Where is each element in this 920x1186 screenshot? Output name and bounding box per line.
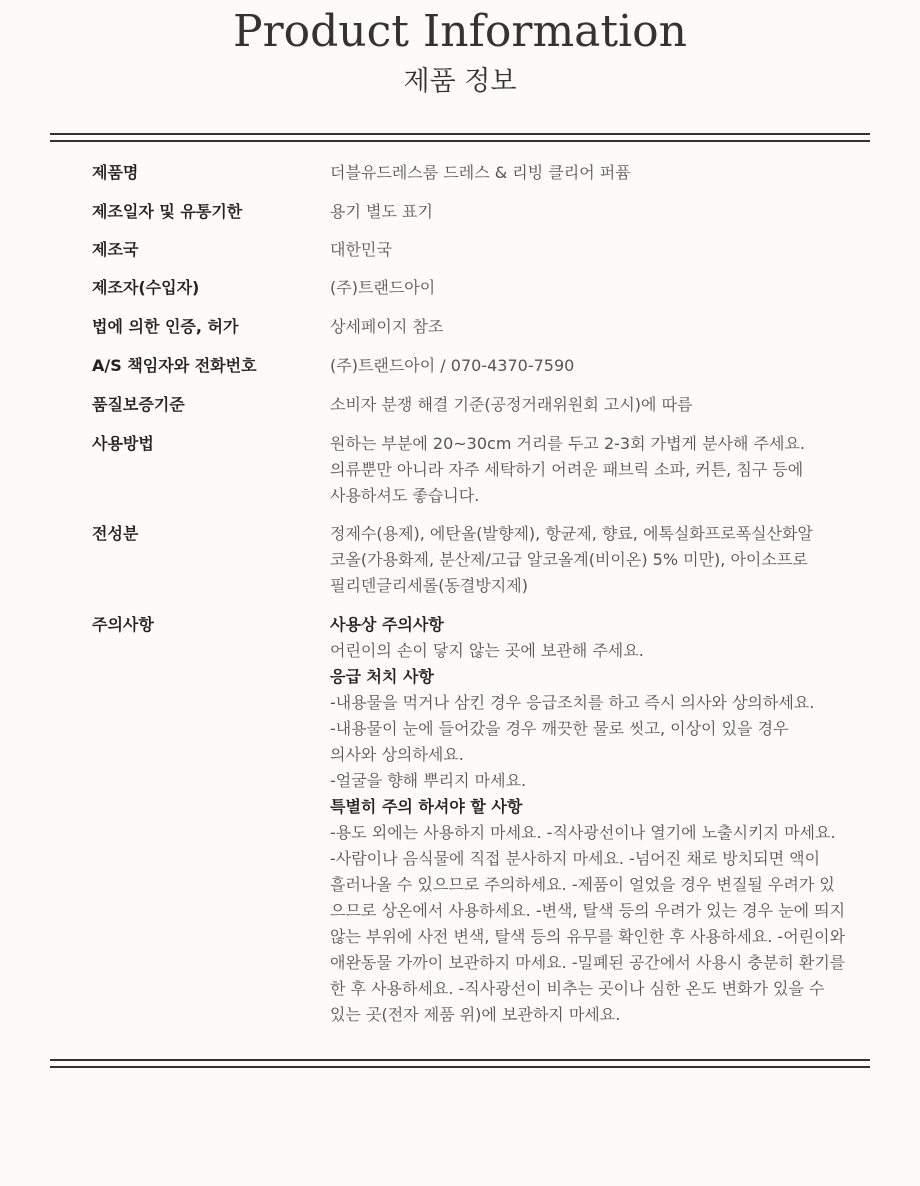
caution-usage-heading: 사용상 주의사항 [330, 615, 444, 634]
row-value: 대한민국 [330, 240, 392, 259]
row-value: 용기 별도 표기 [330, 202, 433, 221]
row-value: (주)트랜드아이 [330, 278, 436, 297]
caution-special-text: -용도 외에는 사용하지 마세요. -직사광선이나 열기에 노출시키지 마세요. -사람이나 음식물에 직접 분사하지 마세요. -넘어진 채로 방치되면 액이 흘러나올 수 있으므로 주의하세요. -제품이 얼었을 경우 변질될 우려가 있 으므로 상온에서 사용하세요. -변색, 탈색 등의 우려가 있는 경우 눈에 띄지 않는 부위에 사전 변색, 탈색 등의 유무를 확인한 후 사용하세요. -어린이와 애완동물 가까이 보관하지 마세요. -밀폐된 공간에서 사용시 충분히 환기를 한 후 사용하세요. -직사광선이 비추는 곳이나 심한 온도 변화가 있을 수 있는 곳(전자 제품 위)에 보관하지 마세요. [330, 823, 846, 1024]
top-divider-inner [50, 140, 870, 142]
row-label: 제품명 [92, 163, 139, 182]
caution-special-heading: 특별히 주의 하셔야 할 사항 [330, 797, 523, 816]
caution-usage-text: 어린이의 손이 닿지 않는 곳에 보관해 주세요. [330, 641, 644, 660]
row-label: 주의사항 [92, 615, 154, 634]
row-label: 법에 의한 인증, 허가 [92, 317, 239, 336]
row-label: 사용방법 [92, 434, 154, 453]
row-value: 상세페이지 참조 [330, 317, 444, 336]
bottom-divider [50, 1059, 870, 1061]
row-label: 전성분 [92, 524, 139, 543]
row-value: 정제수(용제), 에탄올(발향제), 항균제, 향료, 에톡실화프로폭실산화알 코올(가용화제, 분산제/고급 알코올계(비이온) 5% 미만), 아이소프로 필리덴글리세롤(동결방지제) [330, 524, 813, 595]
row-label: 제조국 [92, 240, 139, 259]
caution-first-aid-text: -내용물을 먹거나 삼킨 경우 응급조치를 하고 즉시 의사와 상의하세요. -내용물이 눈에 들어갔을 경우 깨끗한 물로 씻고, 이상이 있을 경우 의사와 상의하세요. -얼굴을 향해 뿌리지 마세요. [330, 693, 815, 790]
row-value: 소비자 분쟁 해결 기준(공정거래위원회 고시)에 따름 [330, 395, 693, 414]
caution-block [330, 612, 870, 1028]
caution-first-aid-heading: 응급 처치 사항 [330, 667, 434, 686]
row-label: A/S 책임자와 전화번호 [92, 356, 257, 375]
page-subtitle: 제품 정보 [403, 66, 517, 97]
top-divider [50, 133, 870, 135]
page-title: Product Information [232, 6, 687, 57]
row-value: 원하는 부분에 20~30cm 거리를 두고 2-3회 가볍게 분사해 주세요. 의류뿐만 아니라 자주 세탁하기 어려운 패브릭 소파, 커튼, 침구 등에 사용하셔도 좋습니다. [330, 434, 805, 505]
row-label: 제조일자 및 유통기한 [92, 202, 243, 221]
row-label: 품질보증기준 [92, 395, 185, 414]
row-value: 더블유드레스룸 드레스 & 리빙 클리어 퍼퓸 [330, 163, 631, 182]
row-label: 제조자(수입자) [92, 278, 200, 297]
bottom-divider-inner [50, 1066, 870, 1068]
row-value: (주)트랜드아이 / 070-4370-7590 [330, 356, 575, 375]
